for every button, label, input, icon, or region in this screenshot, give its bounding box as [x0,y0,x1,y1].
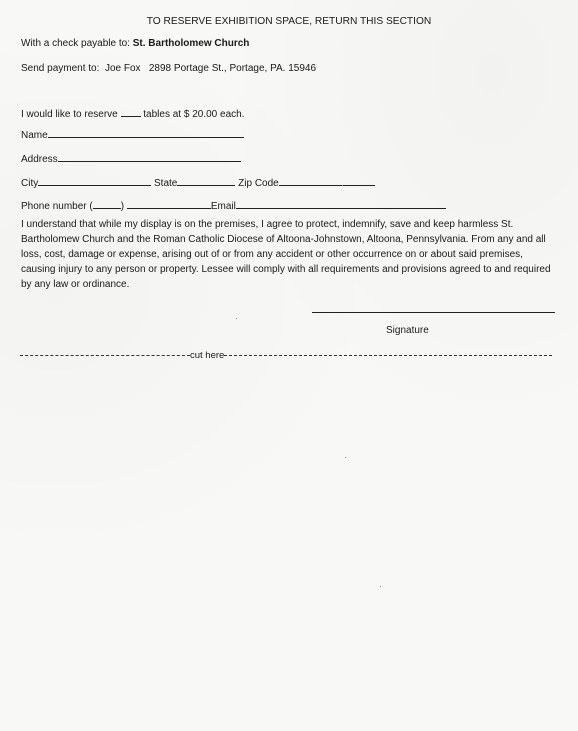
check-payable-line [21,38,249,50]
phone-label: Phone number ( [21,201,93,212]
reserve-after: tables at $ 20.00 each. [143,109,245,120]
paper-speck [342,185,343,186]
signature-label: Signature [386,325,429,336]
reserve-before: I would like to reserve [21,109,118,120]
payment-address: 2898 Portage St., Portage, PA. 15946 [148,63,317,74]
name-row [21,127,244,142]
area-code-field[interactable] [93,198,121,209]
city-label: City [21,178,39,189]
state-field[interactable] [177,175,235,186]
cut-here-divider [20,349,552,361]
address-row [21,151,241,166]
city-field[interactable] [38,175,151,186]
send-payment-line [21,63,316,75]
check-payee: St. Bartholomew Church [132,38,250,49]
section-heading: TO RESERVE EXHIBITION SPACE, RETURN THIS SECTION [146,16,432,27]
check-prefix: With a check payable to: [21,38,130,49]
signature-line[interactable] [312,312,555,313]
agreement-paragraph: I understand that while my display is on the premises, I agree to protect, indemnify, save and keep harmless St. Bartholomew Church and the Roman Catholic Diocese of Altoona-Johnstown, Altoona, Pennsylvania. From any and all loss, cost, damage or expense, arising out of or from any accident or other occurrence on or about said premises, causing injury to any person or property. Lessee will comply with all requirements and provisions agreed to and required by any law or ordinance. [21,219,551,290]
name-field[interactable] [48,127,244,138]
city-state-zip-row [21,175,375,190]
zip-label: Zip Code [238,178,279,189]
paper-speck [345,457,346,458]
address-label: Address [21,154,58,165]
state-label: State [154,178,178,189]
zip-field[interactable] [279,175,375,186]
address-field[interactable] [58,151,241,162]
payment-prefix: Send payment to: [21,63,100,74]
payment-recipient: Joe Fox [104,63,141,74]
name-label: Name [21,130,48,141]
cut-dash-left [20,355,190,356]
phone-close-paren: ) [120,201,125,212]
reserve-line [21,106,244,121]
cut-label: cut here [190,349,225,361]
email-label: Email [210,201,236,212]
phone-email-row [21,198,446,213]
paper-speck [380,586,381,587]
cut-dash-right [224,355,552,356]
email-field[interactable] [236,198,446,209]
phone-field[interactable] [127,198,211,209]
tables-count-field[interactable] [121,106,141,117]
paper-speck [236,318,237,319]
